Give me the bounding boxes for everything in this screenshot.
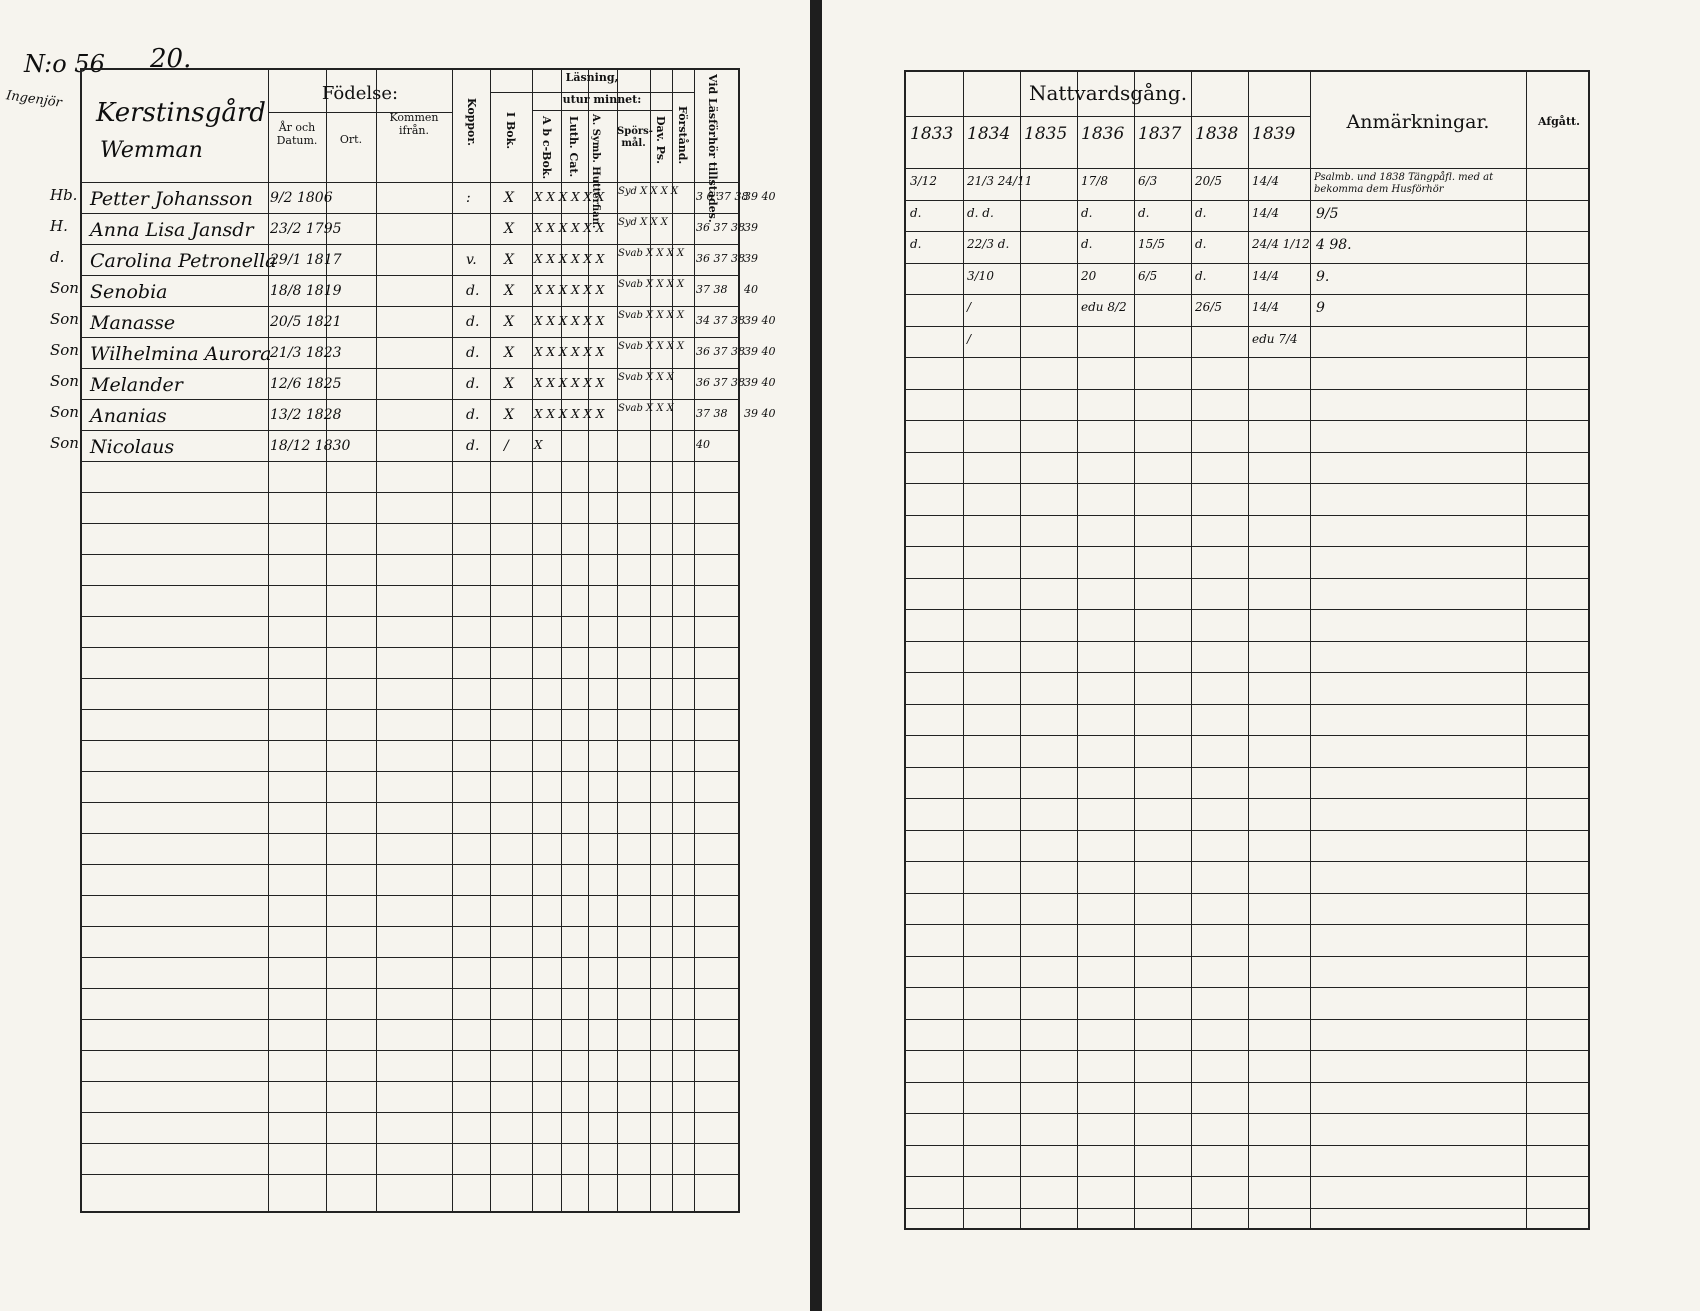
birth-date: 13/2 1828 [270,407,342,423]
communion-date: d. [1195,268,1207,283]
remark-note: 9. [1316,268,1330,285]
ruled-line [906,956,1588,957]
communion-date: d. [1195,237,1207,251]
person-name: Manasse [90,312,176,334]
ruled-line [82,368,738,369]
ruled-line [82,709,738,710]
birth-date: 21/3 1823 [270,345,342,361]
household-table [80,68,749,1213]
koppor-mark: d. [466,283,480,299]
ruled-line [906,987,1588,988]
header-utur-minnet: utur minnet: [562,93,642,106]
header-nattvardsgang: Nattvardsgång. [1028,81,1188,105]
forhor-extra: 39 40 [744,407,776,420]
birth-date: 9/2 1806 [270,190,333,206]
communion-date: 14/4 [1252,268,1279,283]
ruled-line [82,306,738,307]
forhor-extra: 39 40 [744,376,776,389]
communion-date: 3/10 [967,268,994,283]
ruled-line [906,420,1588,421]
ruled-line [82,1143,738,1144]
ruled-line [906,735,1588,736]
person-name: Carolina Petronella [90,250,277,272]
birth-date: 23/2 1795 [270,221,342,237]
koppor-mark: d. [466,407,480,423]
ruled-line [906,704,1588,705]
year-header: 1839 [1252,124,1296,144]
communion-date: 17/8 [1081,174,1108,188]
header-lasning: Läsning, [565,71,619,84]
ruled-line [82,523,738,524]
communion-date: 20 [1081,268,1097,283]
communion-date: 6/5 [1138,268,1158,283]
ruled-line [82,678,738,679]
ruled-line [906,263,1588,264]
ruled-line [82,1174,738,1175]
ruled-line [906,168,1588,169]
communion-date: 20/5 [1195,174,1222,188]
ruled-line [906,1082,1588,1083]
person-name: Melander [90,374,183,396]
ruled-line [82,771,738,772]
household-role: Son [50,403,79,421]
i-bok-mark: X [504,314,514,330]
communion-date: 21/3 24/11 [967,174,1033,188]
ruled-line [82,647,738,648]
ruled-line [906,515,1588,516]
birth-date: 18/8 1819 [270,283,342,299]
ruled-line [82,740,738,741]
reading-marks: X X X X X X [534,345,605,359]
household-role: Son [50,341,79,359]
forhor-extra: 39 [744,252,758,265]
header-fodelse: Födelse: [321,83,399,104]
ruled-line [82,1050,738,1051]
ruled-line [906,357,1588,358]
person-name: Anna Lisa Jansdr [90,219,254,241]
header-symb: A. Symb. Hutterfian. [590,114,601,229]
sporsmal-mark: Svab X X X [618,372,674,383]
communion-date: 15/5 [1138,237,1165,251]
forhor-years: 36 37 38 [696,221,745,234]
ruled-line [82,213,738,214]
remark-note: 9 [1316,300,1325,316]
ruled-line [82,182,738,183]
year-header: 1833 [910,124,954,144]
ruled-line [906,830,1588,831]
ruled-line [906,578,1588,579]
ruled-line [82,585,738,586]
communion-date: d. [1081,237,1093,251]
sporsmal-mark: Svab X X X X [618,279,685,290]
ruled-line [906,483,1588,484]
ruled-line [906,893,1588,894]
reading-marks: X X X X X X [534,376,605,390]
communion-date: d. [1195,205,1207,220]
margin-note: Ingenjör [5,88,63,111]
header-kommen-ifran: Kommen ifrån. [389,111,439,137]
household-role: Son [50,372,79,390]
ruled-line [906,546,1588,547]
ruled-line [906,231,1588,232]
ruled-line [906,452,1588,453]
communion-date: 14/4 [1252,205,1279,220]
ruled-line [82,461,738,462]
ruled-line [906,641,1588,642]
reading-marks: X X X X X X [534,407,605,421]
i-bok-mark: X [504,376,514,392]
ruled-line [82,430,738,431]
ruled-line [82,957,738,958]
i-bok-mark: X [504,252,514,268]
header-abc-bok: A b c-Bok. [540,116,553,180]
household-role: d. [50,248,65,266]
forhor-years: 37 38 [696,407,728,420]
koppor-mark: d. [466,314,480,330]
year-header: 1838 [1195,124,1239,144]
ruled-line [906,672,1588,673]
ruled-line [906,767,1588,768]
reading-marks: X X X X X X [534,252,605,266]
year-header: 1835 [1024,124,1068,144]
communion-date: 14/4 [1252,174,1279,188]
koppor-mark: d. [466,345,480,361]
communion-date: 6/3 [1138,174,1158,188]
communion-date: 22/3 d. [967,237,1010,251]
birth-date: 20/5 1821 [270,314,342,330]
forhor-extra: 39 40 [744,314,776,327]
year-header: 1837 [1138,124,1182,144]
ruled-line [906,389,1588,390]
ruled-line [82,399,738,400]
communion-date: d. [910,205,922,220]
i-bok-mark: X [504,345,514,361]
forhor-years: 36 37 38 [696,345,745,358]
forhor-years: 36 37 38 [696,252,745,265]
ruled-line [906,326,1588,327]
ruled-line [82,244,738,245]
person-name: Nicolaus [90,436,175,458]
household-role: Son [50,434,79,452]
communion-table [904,70,1590,1230]
communion-date: 26/5 [1195,300,1222,314]
header-ort: Ort. [339,133,363,146]
communion-date: d. [1138,205,1150,220]
reading-marks: X X X X X X [534,190,605,204]
communion-date: / [967,300,972,314]
ruled-line [82,492,738,493]
remark-note: 9/5 [1316,205,1339,222]
ruled-line [906,1176,1588,1177]
person-name: Ananias [90,405,167,427]
header-lasforhor: Vid Läsförhör tillstädes. [706,74,719,223]
ruled-line [906,798,1588,799]
register-number: N:o 56 [24,50,105,78]
ruled-line [82,864,738,865]
right-page [822,0,1700,1311]
communion-date: 3/12 [910,174,937,188]
header-surname: Wemman [100,138,203,163]
ruled-line [906,861,1588,862]
ruled-line [82,988,738,989]
ruled-line [906,1050,1588,1051]
header-dav-ps: Dav. Ps. [654,116,667,164]
ruled-line [906,1145,1588,1146]
sporsmal-mark: Syd X X X [618,217,668,228]
ruled-line [82,833,738,834]
koppor-mark: d. [466,438,480,454]
forhor-years: 34 37 38 [696,314,745,327]
communion-date: d. d. [967,205,994,220]
forhor-years: 3 6 37 38 [696,190,749,203]
forhor-years: 40 [696,438,710,451]
sporsmal-mark: Svab X X X X [618,341,685,352]
household-role: H. [50,217,68,235]
person-name: Wilhelmina Aurora [90,343,272,365]
communion-date: 24/4 1/12 [1252,237,1310,251]
person-name: Petter Johansson [90,188,253,210]
ruled-line [82,1081,738,1082]
ruled-line [82,926,738,927]
header-ar-datum: År och Datum. [276,121,318,147]
header-anmarkningar: Anmärkningar. [1346,111,1490,133]
forhor-extra: 39 40 [744,345,776,358]
household-role: Son [50,310,79,328]
ruled-line [906,1208,1588,1209]
forhor-years: 36 37 38 [696,376,745,389]
i-bok-mark: / [504,438,509,454]
communion-date: edu 7/4 [1252,331,1298,346]
header-afgatt: Afgått. [1538,115,1580,128]
forhor-extra: 39 40 [744,190,776,203]
header-koppor: Koppor. [465,98,478,146]
year-header: 1834 [967,124,1011,144]
ruled-line [82,1112,738,1113]
header-place: Kerstinsgård [96,98,266,128]
ruled-line [82,275,738,276]
forhor-extra: 39 [744,221,758,234]
household-role: Hb. [50,186,78,204]
koppor-mark: d. [466,376,480,392]
communion-date: edu 8/2 [1081,300,1127,314]
i-bok-mark: X [504,407,514,423]
ruled-line [82,554,738,555]
ruled-line [906,1113,1588,1114]
header-i-bok: I Bok. [504,112,517,150]
book-gutter [810,0,822,1311]
communion-date: 14/4 [1252,300,1279,314]
koppor-mark: v. [466,252,477,268]
communion-date: d. [910,237,922,251]
person-name: Senobia [90,281,168,303]
remark-note: 4 98. [1316,237,1352,253]
sporsmal-mark: Svab X X X X [618,310,685,321]
reading-marks: X [534,438,543,452]
ruled-line [82,337,738,338]
year-header: 1836 [1081,124,1125,144]
remark-first-row: Psalmb. und 1838 Tängpåfl. med at bekomma dem Husförhör [1314,172,1494,195]
ruled-line [82,802,738,803]
ruled-line [82,616,738,617]
page-number: 20. [150,44,192,74]
ruled-line [906,294,1588,295]
i-bok-mark: X [504,221,514,237]
reading-marks: X X X X X X [534,314,605,328]
header-sporsmal: Spörs-mål. [617,126,653,149]
ruled-line [82,1019,738,1020]
koppor-mark: : [466,190,471,206]
birth-date: 18/12 1830 [270,438,351,454]
header-forstand: Förstånd. [676,106,689,165]
ruled-line [82,895,738,896]
reading-marks: X X X X X X [534,221,605,235]
header-luth-cat: Luth. Cat. [567,116,580,178]
sporsmal-mark: Syd X X X X [618,186,679,197]
birth-date: 12/6 1825 [270,376,342,392]
i-bok-mark: X [504,190,514,206]
i-bok-mark: X [504,283,514,299]
left-page [0,0,810,1311]
household-role: Son [50,279,79,297]
forhor-extra: 40 [744,283,758,296]
ruled-line [906,924,1588,925]
reading-marks: X X X X X X [534,283,605,297]
sporsmal-mark: Svab X X X [618,403,674,414]
forhor-years: 37 38 [696,283,728,296]
ruled-line [906,1019,1588,1020]
sporsmal-mark: Svab X X X X [618,248,685,259]
birth-date: 29/1 1817 [270,252,342,268]
communion-date: d. [1081,205,1093,220]
communion-date: / [967,331,972,346]
ruled-line [906,609,1588,610]
ruled-line [906,200,1588,201]
